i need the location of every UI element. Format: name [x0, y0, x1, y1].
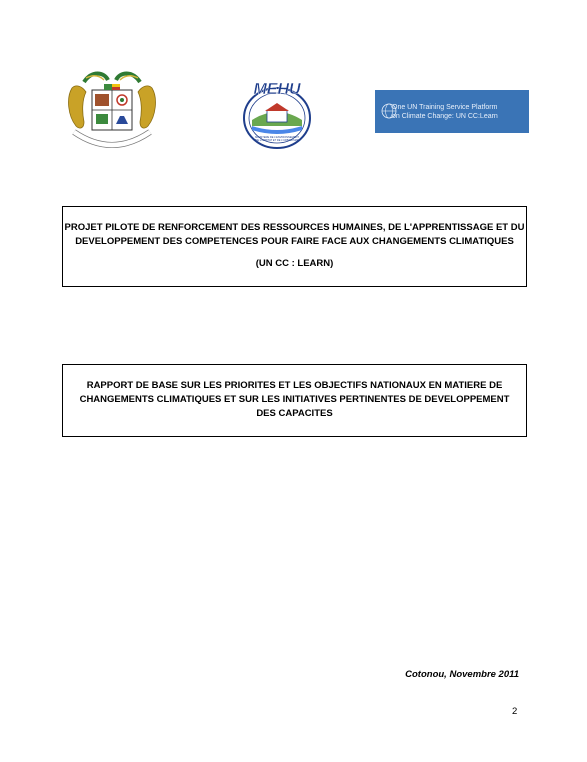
svg-text:DE L'HABITAT ET DE L'URBANISME: DE L'HABITAT ET DE L'URBANISME [255, 139, 299, 142]
project-title-box [62, 206, 527, 287]
page-number: 2 [512, 706, 518, 717]
report-title-line-2: CHANGEMENTS CLIMATIQUES ET SUR LES INITIATIVES PERTINENTES DE DEVELOPPEMENT [79, 394, 510, 405]
project-subtitle: (UN CC : LEARN) [255, 258, 334, 269]
project-title-line-2: DEVELOPPEMENT DES COMPETENCES POUR FAIRE FACE AUX CHANGEMENTS CLIMATIQUES [75, 236, 514, 247]
uncc-logo-text: One UN Training Service Platform on Climate Change: UN CC:Learn [392, 104, 498, 120]
uncc-learn-logo [375, 90, 529, 133]
project-title-line-1: PROJET PILOTE DE RENFORCEMENT DES RESSOURCES HUMAINES, DE L'APPRENTISSAGE ET DU [64, 222, 525, 233]
report-title-line-1: RAPPORT DE BASE SUR LES PRIORITES ET LES OBJECTIFS NATIONAUX EN MATIERE DE [86, 380, 503, 391]
report-title-line-3: DES CAPACITES [256, 408, 333, 419]
place-and-date: Cotonou, Novembre 2011 [405, 669, 519, 680]
svg-text:MEHU: MEHU [253, 81, 301, 98]
mehu-logo-icon [240, 74, 314, 150]
report-title-box [62, 364, 527, 437]
svg-text:MINISTERE DE L'ENVIRONNEMENT: MINISTERE DE L'ENVIRONNEMENT [255, 136, 299, 139]
benin-coat-of-arms-icon [64, 68, 160, 154]
